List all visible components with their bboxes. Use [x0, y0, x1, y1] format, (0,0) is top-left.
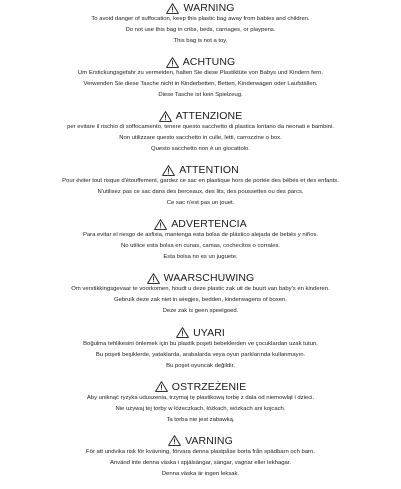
warning-triangle-icon — [154, 219, 167, 230]
warning-block-german — [0, 56, 401, 110]
warning-line: Bu poşet oyuncak değildir. — [166, 362, 235, 369]
warning-block-french — [0, 164, 401, 218]
warning-line: Boğulma tehlikesini önlemek için bu plastik poşeti bebeklerden ve çocuklardan uzak tutun. — [83, 340, 318, 347]
warning-line: Deze zak is geen speelgoed. — [162, 308, 239, 315]
warning-line: Um Erstickungsgefahr zu vermeiden, halten Sie diese Plastiktüte von Babys und Kindern fern. — [78, 70, 323, 77]
warning-heading-text: WARNING — [183, 2, 235, 14]
warning-heading — [0, 164, 401, 176]
warning-heading-text: ATTENTION — [179, 164, 239, 177]
warning-heading — [0, 218, 401, 230]
warning-heading — [0, 327, 401, 339]
warning-line: Non utilizzare questo sacchetto in culle, letti, carrozzine o box. — [119, 135, 282, 142]
warning-line: Ta torba nie jest zabawką. — [166, 416, 235, 423]
warning-block-turkish — [0, 327, 401, 381]
warning-triangle-icon — [162, 165, 175, 176]
warning-line: Verwenden Sie diese Tasche nicht in Kinderbetten, Betten, Kinderwagen oder Laufställen. — [83, 81, 318, 88]
warning-heading-text: OSTRZEŻENIE — [171, 380, 247, 393]
warning-line: Ce sac n'est pas un jouet. — [166, 200, 235, 207]
warning-line: Aby uniknąć ryzyka uduszenia, trzymaj tę plastikową torbę z dala od niemowląt i dzieci. — [86, 394, 315, 401]
warning-heading-text: UYARI — [193, 326, 225, 339]
warning-line: Para evitar el riesgo de asfixia, mantenga esta bolsa de plástico alejada de bebés y niños. — [82, 232, 319, 239]
warning-line: Pour éviter tout risque d'étouffement, gardez ce sac en plastique hors de portée des bébés et des enfants. — [62, 178, 339, 185]
warning-triangle-icon — [176, 327, 189, 338]
warning-block-polish — [0, 381, 401, 435]
warning-triangle-icon — [159, 111, 172, 122]
warning-heading — [0, 381, 401, 393]
warning-heading — [0, 110, 401, 122]
warning-triangle-icon — [166, 57, 179, 68]
warning-line: Gebruik deze zak niet in wiegjes, bedden, kinderwagens of boxen. — [114, 297, 287, 304]
warning-triangle-icon — [166, 3, 179, 14]
warning-line: Do not use this bag in cribs, beds, carriages, or playpens. — [125, 27, 276, 33]
warning-line: This bag is not a toy. — [173, 38, 228, 44]
warning-block-english — [0, 2, 401, 56]
warning-heading — [0, 272, 401, 284]
warning-line: Denna väska är ingen leksak. — [161, 470, 240, 477]
warning-heading — [0, 56, 401, 68]
warning-line: Bu poşeti beşiklerde, yataklarda, arabalarda veya oyun parklarında kullanmayın. — [95, 351, 306, 358]
warning-block-spanish — [0, 218, 401, 272]
warning-heading — [0, 435, 401, 447]
warning-heading-text: VARNING — [185, 434, 233, 447]
warning-line: To avoid danger of suffocation, keep this plastic bag away from babies and children. — [91, 16, 310, 22]
warning-heading — [0, 2, 401, 14]
warning-line: Esta bolsa no es un juguete. — [163, 254, 238, 261]
warning-line: No utilice esta bolsa en cunas, camas, cochecitos o corrales. — [120, 243, 281, 250]
warning-triangle-icon — [147, 273, 160, 284]
warning-line: För att undvika risk för kvävning, förvara denna plastpåse borta från spädbarn och barn. — [86, 448, 315, 455]
warning-triangle-icon — [155, 381, 168, 392]
warning-line: per evitare il rischio di soffocamento, tenere questo sacchetto di plastica lontano da neonati e bambini. — [67, 124, 334, 131]
warning-heading-text: ATTENZIONE — [175, 110, 243, 123]
warning-heading-text: WAARSCHUWING — [163, 272, 255, 285]
warning-block-italian — [0, 110, 401, 164]
warning-line: N'utilisez pas ce sac dans des berceaux, des lits, des poussettes ou des parcs. — [97, 189, 304, 196]
warning-line: Diese Tasche ist kein Spielzeug. — [158, 92, 243, 99]
warning-heading-text: ACHTUNG — [182, 56, 236, 69]
warning-line: Använd inte denna väska i spjälsängar, sängar, vagnar eller lekhagar. — [109, 459, 292, 466]
warning-block-dutch — [0, 272, 401, 326]
warning-line: Om verstikkingsgevaar te voorkomen, houdt u deze plastic zak uit de buurt van baby's en kinderen. — [71, 286, 330, 293]
warning-triangle-icon — [168, 435, 181, 446]
warning-heading-text: ADVERTENCIA — [171, 218, 247, 231]
warning-line: Questo sacchetto non è un giocattolo. — [151, 146, 250, 153]
warning-line: Nie używaj tej torby w łóżeczkach, łóżkach, wózkach ani kojcach. — [115, 405, 286, 412]
warning-block-swedish — [0, 435, 401, 489]
